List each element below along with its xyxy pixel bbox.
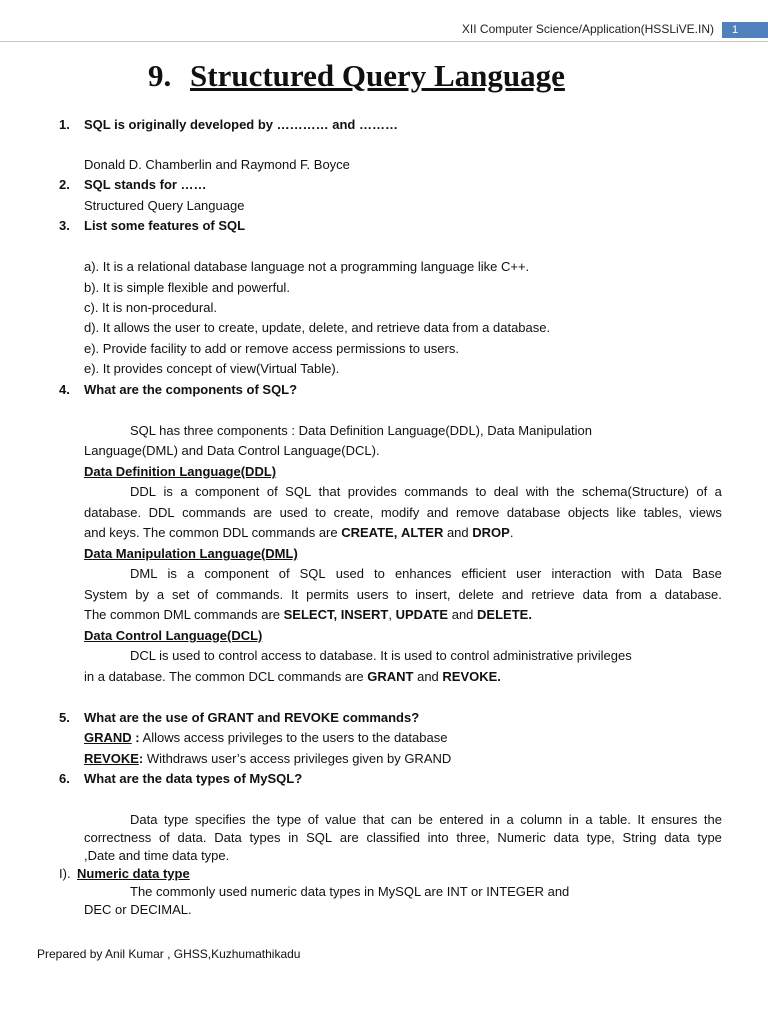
word: used bbox=[279, 505, 308, 520]
dml-heading: Data Manipulation Language(DML) bbox=[84, 546, 298, 561]
word: is bbox=[167, 566, 177, 581]
q1-answer: Donald D. Chamberlin and Raymond F. Boyce bbox=[84, 157, 350, 172]
word: data bbox=[553, 830, 579, 845]
word: to bbox=[475, 484, 487, 499]
word: be bbox=[418, 812, 433, 827]
word: type bbox=[276, 812, 302, 827]
word: ensures bbox=[651, 812, 698, 827]
word: with bbox=[621, 566, 645, 581]
dml-paragraph-line1 bbox=[130, 566, 722, 582]
word: deal bbox=[493, 484, 519, 499]
word: of bbox=[307, 812, 319, 827]
revoke-definition: REVOKE: Withdraws user’s access privileges given by GRAND bbox=[84, 751, 452, 766]
word: database. bbox=[84, 505, 142, 520]
word: with bbox=[525, 484, 549, 499]
ddl-paragraph-line2 bbox=[84, 505, 722, 521]
word: to bbox=[315, 505, 327, 520]
datatype-paragraph-line1 bbox=[130, 812, 722, 828]
word: commands. bbox=[215, 587, 284, 602]
word: into bbox=[427, 830, 449, 845]
word: Data bbox=[130, 812, 158, 827]
word: a bbox=[187, 566, 195, 581]
word: Data bbox=[654, 566, 683, 581]
word: the bbox=[556, 484, 575, 499]
numeric-heading: Numeric data type bbox=[77, 866, 190, 881]
word: SQL bbox=[306, 830, 333, 845]
word: are bbox=[253, 505, 273, 520]
delete-command: DELETE. bbox=[477, 607, 532, 622]
q1-question: SQL is originally developed by ………… and ……… bbox=[84, 117, 398, 132]
word: type bbox=[163, 812, 189, 827]
word: that bbox=[362, 812, 385, 827]
word: from bbox=[615, 587, 642, 602]
dml-paragraph-line2 bbox=[84, 587, 722, 603]
feature-item: c). It is non-procedural. bbox=[84, 300, 217, 315]
revoke-command: REVOKE. bbox=[442, 669, 501, 684]
word: a bbox=[649, 587, 657, 602]
word: String bbox=[622, 830, 657, 845]
word: delete bbox=[458, 587, 494, 602]
word: by bbox=[135, 587, 149, 602]
word: remove bbox=[455, 505, 500, 520]
word: of bbox=[158, 830, 170, 845]
word: database bbox=[506, 505, 561, 520]
sql-components-intro-cont: Language(DML) and Data Control Language(DCL). bbox=[84, 443, 380, 458]
ddl-paragraph-line1 bbox=[130, 484, 722, 500]
word: retrieve bbox=[531, 587, 575, 602]
word: used bbox=[335, 566, 364, 581]
q2-answer: Structured Query Language bbox=[84, 198, 245, 213]
word: to bbox=[396, 587, 408, 602]
word: interaction bbox=[551, 566, 612, 581]
page-footer: Prepared by Anil Kumar , GHSS,Kuzhumathikadu bbox=[37, 947, 301, 961]
feature-item: d). It allows the user to create, update, delete, and retrieve data from a database. bbox=[84, 320, 551, 335]
word: component bbox=[195, 484, 260, 499]
q5-question: What are the use of GRANT and REVOKE commands? bbox=[84, 710, 420, 725]
word: types bbox=[249, 830, 281, 845]
word: a bbox=[506, 812, 514, 827]
word: are bbox=[339, 830, 359, 845]
q3-number: 3. bbox=[59, 218, 70, 233]
revoke-label: REVOKE bbox=[84, 751, 139, 766]
word: correctness bbox=[84, 830, 152, 845]
word: of bbox=[266, 484, 278, 499]
word: and bbox=[501, 587, 524, 602]
select-insert-commands: SELECT, INSERT bbox=[283, 607, 389, 622]
q3-question: List some features of SQL bbox=[84, 218, 246, 233]
q4-question: What are the components of SQL? bbox=[84, 382, 298, 397]
word: user bbox=[516, 566, 542, 581]
word: DDL bbox=[130, 484, 157, 499]
word: like bbox=[616, 505, 637, 520]
word: a bbox=[180, 484, 188, 499]
header-divider bbox=[0, 41, 768, 42]
word: in bbox=[568, 812, 579, 827]
word: Numeric bbox=[497, 830, 546, 845]
ddl-heading: Data Definition Language(DDL) bbox=[84, 464, 277, 479]
word: in bbox=[489, 812, 501, 827]
alter-command: ALTER bbox=[400, 525, 444, 540]
word: of bbox=[278, 566, 290, 581]
chapter-number: 9. bbox=[148, 58, 172, 93]
word: column bbox=[520, 812, 563, 827]
q1-number: 1. bbox=[59, 117, 70, 132]
word: views bbox=[689, 505, 722, 520]
numeric-section-prefix: I). bbox=[59, 866, 71, 881]
word: objects bbox=[567, 505, 610, 520]
word: tables, bbox=[643, 505, 682, 520]
chapter-title: Structured Query Language bbox=[190, 58, 565, 93]
header-source: XII Computer Science/Application(HSSLiVE.IN) bbox=[461, 22, 714, 36]
word: the bbox=[703, 812, 722, 827]
feature-item: e). Provide facility to add or remove access permissions to users. bbox=[84, 341, 459, 356]
word: It bbox=[291, 587, 299, 602]
word: three, bbox=[456, 830, 490, 845]
word: insert, bbox=[415, 587, 451, 602]
word: can bbox=[390, 812, 412, 827]
word: data bbox=[582, 587, 608, 602]
q2-question: SQL stands for …… bbox=[84, 177, 207, 192]
word: to bbox=[374, 566, 385, 581]
word: specifies bbox=[195, 812, 246, 827]
q4-number: 4. bbox=[59, 382, 70, 397]
word: create, bbox=[333, 505, 374, 520]
feature-item: a). It is a relational database language not a programming language like C++. bbox=[84, 259, 530, 274]
dcl-paragraph-line2: in a database. The common DCL commands are GRANT and REVOKE. bbox=[84, 669, 501, 684]
word: modify bbox=[380, 505, 420, 520]
word: enhances bbox=[394, 566, 452, 581]
datatype-paragraph-line2 bbox=[84, 830, 722, 846]
word: is bbox=[163, 484, 173, 499]
word: and bbox=[426, 505, 449, 520]
word: of bbox=[696, 484, 708, 499]
word: System bbox=[84, 587, 128, 602]
word: in bbox=[288, 830, 299, 845]
grant-command: GRANT bbox=[367, 669, 414, 684]
q2-number: 2. bbox=[59, 177, 70, 192]
grand-definition: GRAND : Allows access privileges to the users to the database bbox=[84, 730, 448, 745]
datatype-paragraph-line3: ,Date and time data type. bbox=[84, 848, 230, 863]
word: a bbox=[156, 587, 165, 602]
grand-label: GRAND bbox=[84, 730, 132, 745]
feature-item: e). It provides concept of view(Virtual Table). bbox=[84, 361, 340, 376]
word: a bbox=[585, 812, 593, 827]
feature-item: b). It is simple flexible and powerful. bbox=[84, 280, 290, 295]
sql-components-intro: SQL has three components : Data Definition Language(DDL), Data Manipulation bbox=[130, 423, 593, 438]
q6-number: 6. bbox=[59, 771, 70, 786]
word: It bbox=[637, 812, 645, 827]
dml-paragraph-line3: The common DML commands are SELECT, INSERT, UPDATE and DELETE. bbox=[84, 607, 532, 622]
word: classified bbox=[366, 830, 420, 845]
word: database. bbox=[664, 587, 722, 602]
word: schema(Structure) bbox=[581, 484, 689, 499]
word: DDL bbox=[148, 505, 175, 520]
q6-question: What are the data types of MySQL? bbox=[84, 771, 303, 786]
word: component bbox=[204, 566, 269, 581]
word: commands bbox=[404, 484, 468, 499]
drop-command: DROP bbox=[472, 525, 510, 540]
word: value bbox=[325, 812, 357, 827]
word: SQL bbox=[299, 566, 326, 581]
page-number-badge: 1 bbox=[722, 22, 768, 38]
word: commands bbox=[182, 505, 246, 520]
word: DML bbox=[130, 566, 158, 581]
word: the bbox=[252, 812, 271, 827]
word: permits bbox=[306, 587, 349, 602]
dcl-paragraph-line1: DCL is used to control access to database. It is used to control administrative privileges bbox=[130, 648, 632, 663]
word: users bbox=[356, 587, 389, 602]
word: provides bbox=[347, 484, 397, 499]
q5-number: 5. bbox=[59, 710, 70, 725]
word: entered bbox=[439, 812, 484, 827]
word: type bbox=[697, 830, 722, 845]
word: Data bbox=[214, 830, 242, 845]
create-command: CREATE, bbox=[341, 525, 398, 540]
word: data bbox=[664, 830, 690, 845]
word: of bbox=[197, 587, 209, 602]
dcl-heading: Data Control Language(DCL) bbox=[84, 628, 263, 643]
word: Base bbox=[692, 566, 722, 581]
update-command: UPDATE bbox=[395, 607, 449, 622]
numeric-line2: DEC or DECIMAL. bbox=[84, 902, 192, 917]
numeric-line1: The commonly used numeric data types in MySQL are INT or INTEGER and bbox=[130, 884, 570, 899]
word: efficient bbox=[461, 566, 506, 581]
word: set bbox=[171, 587, 190, 602]
word: SQL bbox=[285, 484, 312, 499]
word: type, bbox=[586, 830, 615, 845]
word: table. bbox=[599, 812, 631, 827]
word: that bbox=[318, 484, 341, 499]
word: a bbox=[714, 484, 722, 499]
word: data. bbox=[177, 830, 207, 845]
ddl-paragraph-line3: and keys. The common DDL commands are CREATE, ALTER and DROP. bbox=[84, 525, 514, 540]
